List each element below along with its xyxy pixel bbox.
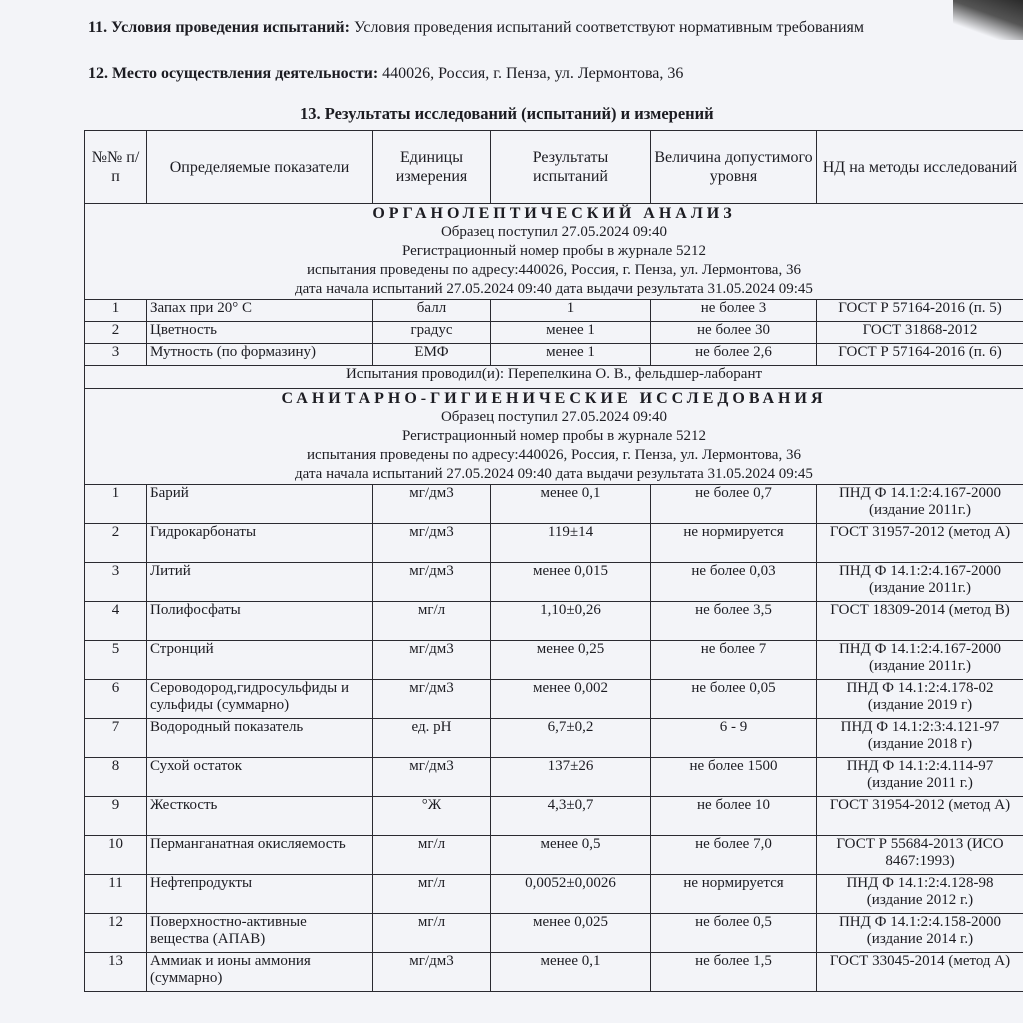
table-row — [85, 719, 1023, 758]
units: градус — [373, 322, 491, 344]
indicator-name: Сухой остаток — [147, 758, 373, 797]
table-row — [85, 524, 1023, 563]
section-info-line: Регистрационный номер пробы в журнале 5212 — [401, 243, 707, 259]
method-document: ПНД Ф 14.1:2:4.158-2000 (издание 2014 г.) — [817, 914, 1023, 953]
units: ед. pH — [373, 719, 491, 758]
row-number: 13 — [85, 953, 147, 992]
row-number: 4 — [85, 602, 147, 641]
header-method: НД на методы исследований — [817, 131, 1023, 204]
method-document: ПНД Ф 14.1:2:4.167-2000 (издание 2011г.) — [817, 641, 1023, 680]
location-text: 440026, Россия, г. Пенза, ул. Лермонтова, 36 — [378, 65, 684, 82]
indicator-name: Аммиак и ионы аммония (суммарно) — [147, 953, 373, 992]
method-document: ГОСТ 18309-2014 (метод В) — [817, 602, 1023, 641]
table-row — [85, 758, 1023, 797]
permissible-level: не более 0,05 — [651, 680, 817, 719]
result-value: 1 — [491, 300, 651, 322]
indicator-name: Цветность — [147, 322, 373, 344]
table-row — [85, 344, 1023, 366]
result-value: менее 0,1 — [491, 485, 651, 524]
permissible-level: не более 10 — [651, 797, 817, 836]
table-row — [85, 563, 1023, 602]
indicator-name: Стронций — [147, 641, 373, 680]
permissible-level: не более 7,0 — [651, 836, 817, 875]
units: мг/дм3 — [373, 641, 491, 680]
result-value: менее 0,002 — [491, 680, 651, 719]
tester-note-row — [85, 366, 1023, 389]
indicator-name: Перманганатная окисляемость — [147, 836, 373, 875]
result-value: менее 1 — [491, 322, 651, 344]
table-row — [85, 914, 1023, 953]
method-document: ПНД Ф 14.1:2:3:4.121-97 (издание 2018 г) — [817, 719, 1023, 758]
section-info-line: испытания проведены по адресу:440026, Россия, г. Пенза, ул. Лермонтова, 36 — [307, 447, 801, 463]
indicator-name: Полифосфаты — [147, 602, 373, 641]
result-value: 119±14 — [491, 524, 651, 563]
row-number: 1 — [85, 300, 147, 322]
section-header-cell — [85, 389, 1023, 485]
conditions-label: 11. Условия проведения испытаний: — [88, 19, 350, 36]
units: °Ж — [373, 797, 491, 836]
location-paragraph — [88, 64, 968, 84]
units: мг/дм3 — [373, 680, 491, 719]
conditions-text: Условия проведения испытаний соответствуют нормативным требованиям — [349, 19, 865, 36]
result-value: менее 0,025 — [491, 914, 651, 953]
results-title: 13. Результаты исследований (испытаний) и измерений — [300, 104, 714, 123]
units: мг/л — [373, 836, 491, 875]
units: мг/дм3 — [373, 524, 491, 563]
method-document: ГОСТ Р 55684-2013 (ИСО 8467:1993) — [817, 836, 1023, 875]
indicator-name: Поверхностно-активные вещества (АПАВ) — [147, 914, 373, 953]
photo-background-corner — [953, 0, 1023, 40]
header-num: №№ п/п — [85, 131, 147, 204]
permissible-level: не более 0,5 — [651, 914, 817, 953]
row-number: 2 — [85, 322, 147, 344]
permissible-level: не нормируется — [651, 524, 817, 563]
row-number: 7 — [85, 719, 147, 758]
tester-note: Испытания проводил(и): Перепелкина О. В., фельдшер-лаборант — [85, 366, 1023, 389]
table-row — [85, 641, 1023, 680]
result-value: менее 0,5 — [491, 836, 651, 875]
permissible-level: не более 2,6 — [651, 344, 817, 366]
method-document: ПНД Ф 14.1:2:4.114-97 (издание 2011 г.) — [817, 758, 1023, 797]
table-row — [85, 836, 1023, 875]
method-document: ГОСТ 31954-2012 (метод А) — [817, 797, 1023, 836]
units: мг/дм3 — [373, 758, 491, 797]
result-value: 4,3±0,7 — [491, 797, 651, 836]
method-document: ПНД Ф 14.1:2:4.128-98 (издание 2012 г.) — [817, 875, 1023, 914]
indicator-name: Барий — [147, 485, 373, 524]
row-number: 6 — [85, 680, 147, 719]
table-row — [85, 797, 1023, 836]
section-info-line: Образец поступил 27.05.2024 09:40 — [440, 224, 668, 240]
units: мг/л — [373, 914, 491, 953]
header-units: Единицы измерения — [373, 131, 491, 204]
units: мг/л — [373, 602, 491, 641]
result-value: 0,0052±0,0026 — [491, 875, 651, 914]
result-value: 137±26 — [491, 758, 651, 797]
units: ЕМФ — [373, 344, 491, 366]
table-row — [85, 680, 1023, 719]
table-row — [85, 875, 1023, 914]
row-number: 11 — [85, 875, 147, 914]
result-value: менее 0,1 — [491, 953, 651, 992]
units: мг/дм3 — [373, 953, 491, 992]
results-table — [84, 130, 1023, 992]
permissible-level: не более 30 — [651, 322, 817, 344]
method-document: ПНД Ф 14.1:2:4.167-2000 (издание 2011г.) — [817, 485, 1023, 524]
section-header-row — [85, 204, 1023, 300]
indicator-name: Жесткость — [147, 797, 373, 836]
indicator-name: Сероводород,гидросульфиды и сульфиды (суммарно) — [147, 680, 373, 719]
result-value: 6,7±0,2 — [491, 719, 651, 758]
indicator-name: Водородный показатель — [147, 719, 373, 758]
method-document: ГОСТ 31868-2012 — [817, 322, 1023, 344]
permissible-level: не более 3 — [651, 300, 817, 322]
method-document: ГОСТ Р 57164-2016 (п. 6) — [817, 344, 1023, 366]
method-document: ГОСТ Р 57164-2016 (п. 5) — [817, 300, 1023, 322]
result-value: менее 0,015 — [491, 563, 651, 602]
permissible-level: не более 3,5 — [651, 602, 817, 641]
table-row — [85, 602, 1023, 641]
table-header-row — [85, 131, 1023, 204]
section-heading: ОРГАНОЛЕПТИЧЕСКИЙ АНАЛИЗ — [372, 205, 736, 222]
section-heading: САНИТАРНО-ГИГИЕНИЧЕСКИЕ ИССЛЕДОВАНИЯ — [281, 390, 827, 407]
permissible-level: не более 7 — [651, 641, 817, 680]
method-document: ГОСТ 31957-2012 (метод А) — [817, 524, 1023, 563]
row-number: 9 — [85, 797, 147, 836]
permissible-level: 6 - 9 — [651, 719, 817, 758]
permissible-level: не более 0,03 — [651, 563, 817, 602]
row-number: 1 — [85, 485, 147, 524]
section-header-cell — [85, 204, 1023, 300]
row-number: 10 — [85, 836, 147, 875]
method-document: ГОСТ 33045-2014 (метод А) — [817, 953, 1023, 992]
permissible-level: не более 0,7 — [651, 485, 817, 524]
permissible-level: не более 1,5 — [651, 953, 817, 992]
indicator-name: Запах при 20° С — [147, 300, 373, 322]
row-number: 2 — [85, 524, 147, 563]
section-info-line: дата начала испытаний 27.05.2024 09:40 дата выдачи результата 31.05.2024 09:45 — [295, 281, 813, 297]
units: мг/дм3 — [373, 563, 491, 602]
permissible-level: не нормируется — [651, 875, 817, 914]
table-row — [85, 322, 1023, 344]
units: мг/л — [373, 875, 491, 914]
location-label: 12. Место осуществления деятельности: — [88, 65, 379, 82]
header-indicator: Определяемые показатели — [147, 131, 373, 204]
indicator-name: Гидрокарбонаты — [147, 524, 373, 563]
indicator-name: Литий — [147, 563, 373, 602]
table-row — [85, 485, 1023, 524]
table-row — [85, 300, 1023, 322]
row-number: 3 — [85, 563, 147, 602]
result-value: менее 0,25 — [491, 641, 651, 680]
result-value: менее 1 — [491, 344, 651, 366]
section-info-line: испытания проведены по адресу:440026, Россия, г. Пенза, ул. Лермонтова, 36 — [307, 262, 801, 278]
table-row — [85, 953, 1023, 992]
method-document: ПНД Ф 14.1:2:4.178-02 (издание 2019 г) — [817, 680, 1023, 719]
units: балл — [373, 300, 491, 322]
section-info-line: дата начала испытаний 27.05.2024 09:40 дата выдачи результата 31.05.2024 09:45 — [295, 466, 813, 482]
intro-section — [88, 18, 968, 84]
result-value: 1,10±0,26 — [491, 602, 651, 641]
row-number: 5 — [85, 641, 147, 680]
indicator-name: Нефтепродукты — [147, 875, 373, 914]
indicator-name: Мутность (по формазину) — [147, 344, 373, 366]
section-header-row — [85, 389, 1023, 485]
section-info-line: Образец поступил 27.05.2024 09:40 — [440, 409, 668, 425]
units: мг/дм3 — [373, 485, 491, 524]
header-results: Результаты испытаний — [491, 131, 651, 204]
permissible-level: не более 1500 — [651, 758, 817, 797]
section-info-line: Регистрационный номер пробы в журнале 5212 — [401, 428, 707, 444]
row-number: 12 — [85, 914, 147, 953]
header-limit: Величина допустимого уровня — [651, 131, 817, 204]
row-number: 8 — [85, 758, 147, 797]
row-number: 3 — [85, 344, 147, 366]
conditions-paragraph — [88, 18, 968, 38]
method-document: ПНД Ф 14.1:2:4.167-2000 (издание 2011г.) — [817, 563, 1023, 602]
